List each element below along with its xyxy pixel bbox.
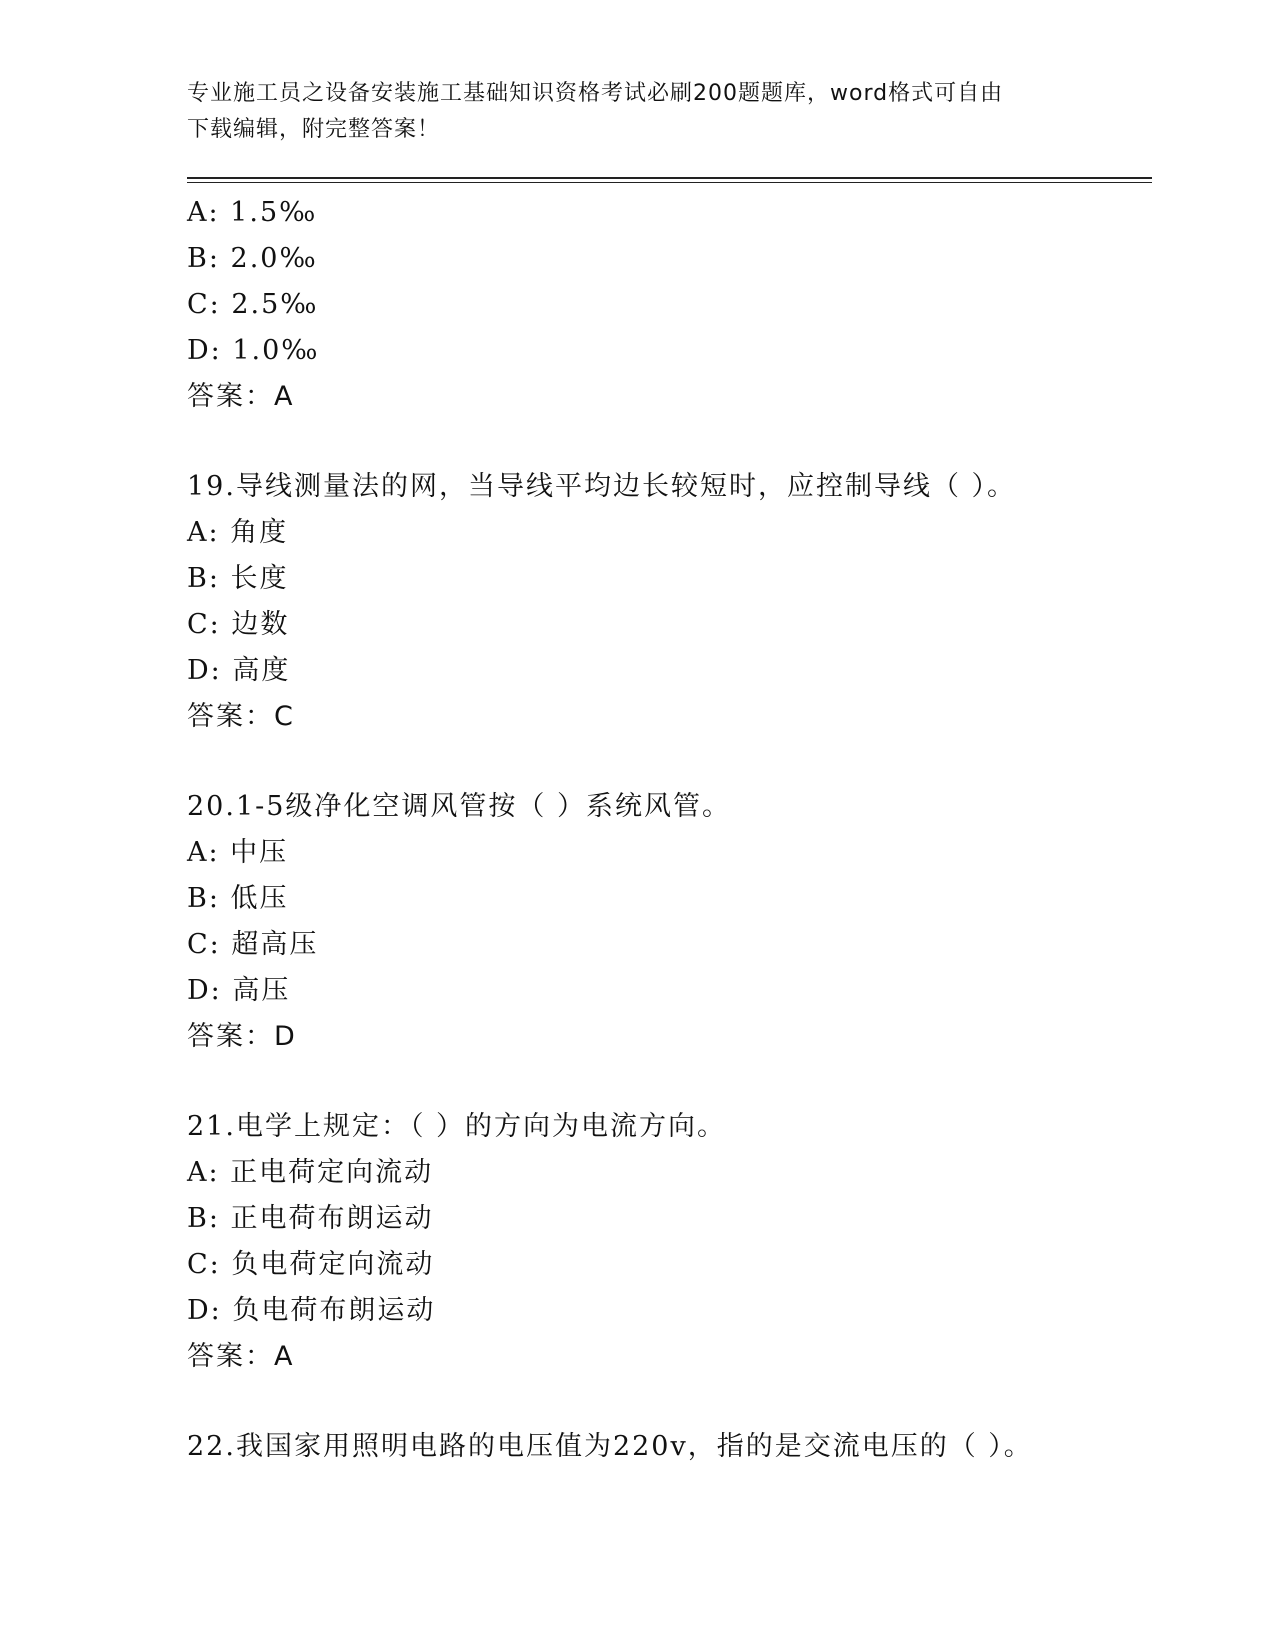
option-b: B: 低压 — [187, 883, 289, 914]
option-d: D: 高压 — [187, 975, 291, 1006]
question-18-continuation — [187, 190, 1152, 420]
option-c: C: 负电荷定向流动 — [187, 1249, 435, 1280]
question-19 — [187, 464, 1152, 740]
option-a: A: 中压 — [187, 837, 289, 868]
document-header — [187, 76, 1067, 148]
question-text: 19.导线测量法的网，当导线平均边长较短时，应控制导线（ ）。 — [187, 471, 1017, 502]
option-d: D: 负电荷布朗运动 — [187, 1295, 436, 1326]
question-list — [187, 190, 1152, 1470]
answer-line: 答案：A — [187, 1341, 295, 1372]
header-line-1: 专业施工员之设备安装施工基础知识资格考试必刷200题题库，word格式可自由 — [187, 81, 1004, 106]
option-d: D: 高度 — [187, 655, 291, 686]
question-22 — [187, 1424, 1152, 1470]
option-c: C: 2.5‰ — [187, 289, 319, 320]
question-20 — [187, 784, 1152, 1060]
question-text: 21.电学上规定：（ ）的方向为电流方向。 — [187, 1111, 727, 1142]
option-a: A: 正电荷定向流动 — [187, 1157, 434, 1188]
option-b: B: 2.0‰ — [187, 243, 318, 274]
answer-line: 答案：C — [187, 701, 295, 732]
question-21 — [187, 1104, 1152, 1380]
answer-line: 答案：A — [187, 381, 295, 412]
option-d: D: 1.0‰ — [187, 335, 320, 366]
option-c: C: 超高压 — [187, 929, 319, 960]
question-text: 22.我国家用照明电路的电压值为220v，指的是交流电压的（ ）。 — [187, 1431, 1033, 1462]
option-b: B: 长度 — [187, 563, 289, 594]
option-c: C: 边数 — [187, 609, 290, 640]
option-b: B: 正电荷布朗运动 — [187, 1203, 434, 1234]
question-text: 20.1-5级净化空调风管按（ ）系统风管。 — [187, 791, 732, 822]
header-divider-thin — [187, 182, 1152, 183]
header-divider-thick — [187, 177, 1152, 179]
header-line-2: 下载编辑，附完整答案！ — [187, 117, 441, 142]
option-a: A: 角度 — [187, 517, 289, 548]
option-a: A: 1.5‰ — [187, 197, 318, 228]
answer-line: 答案：D — [187, 1021, 297, 1052]
